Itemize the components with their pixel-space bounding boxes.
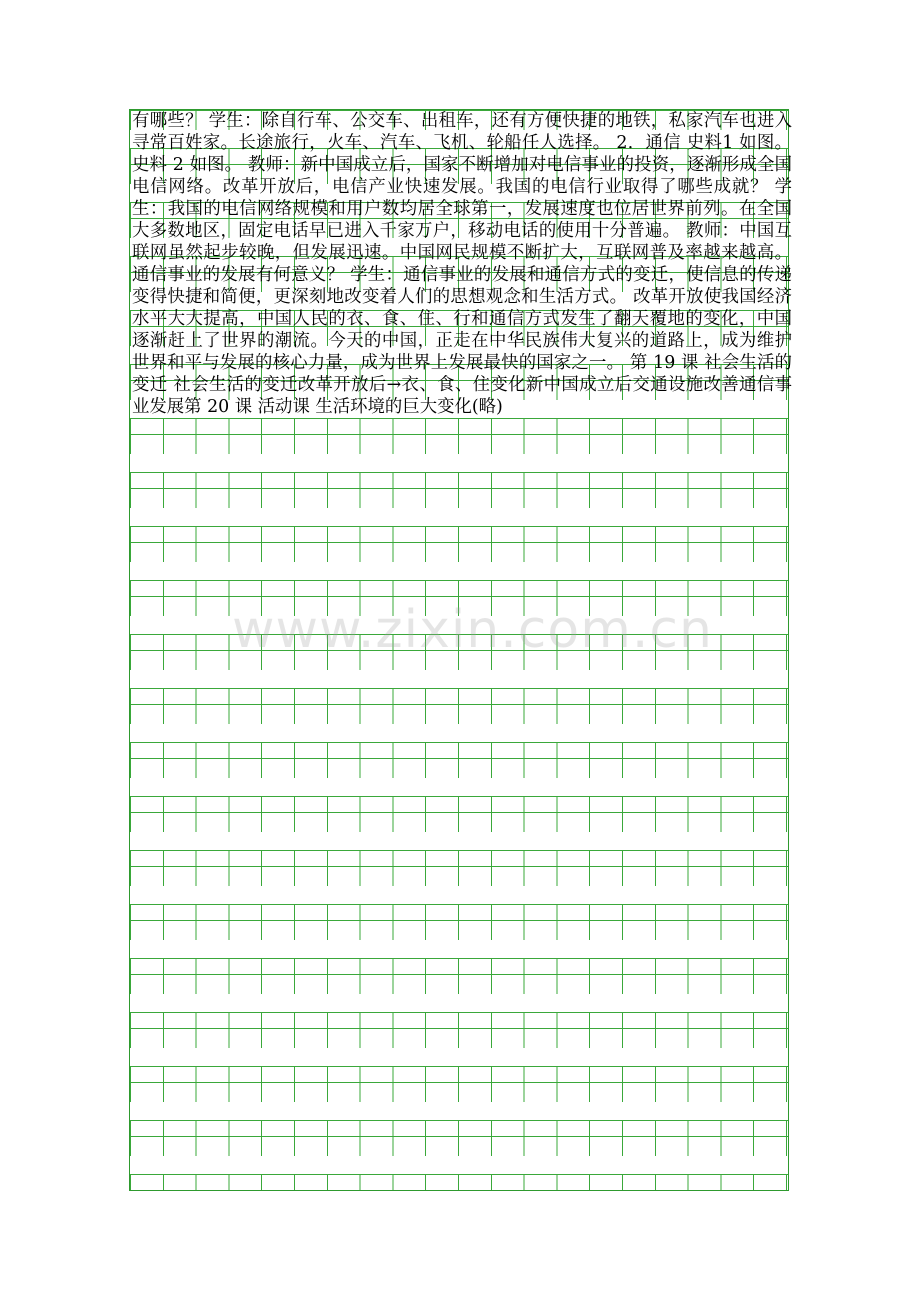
- watermark: www.zixin.com.cn: [232, 600, 713, 660]
- body-text: 有哪些？ 学生：除自行车、公交车、出租车，还有方便快捷的地铁，私家汽车也进入寻常百姓家。长途旅行，火车、汽车、飞机、轮船任人选择。 2．通信 史料1 如图。 史料 2 如图。 教师：新中国成立后，国家不断增加对电信事业的投资，逐渐形成全国电信网络。改革开放后，电信产业快速发展。我国的电信行业取得了哪些成就？ 学生：我国的电信网络规模和用户数均居全球第一，发展速度也位居世界前列。在全国大多数地区，固定电话早已进入千家万户，移动电话的使用十分普遍。 教师：中国互联网虽然起步较晚，但发展迅速。中国网民规模不断扩大，互联网普及率越来越高。通信事业的发展有何意义？ 学生：通信事业的发展和通信方式的变迁，使信息的传递变得快捷和简便，更深刻地改变着人们的思想观念和生活方式。 改革开放使我国经济水平大大提高，中国人民的衣、食、住、行和通信方式发生了翻天覆地的变化，中国逐渐赶上了世界的潮流。今天的中国，正走在中华民族伟大复兴的道路上，成为维护世界和平与发展的核心力量，成为世界上发展最快的国家之一。 第 19 课 社会生活的变迁 社会生活的变迁改革开放后→衣、食、住变化新中国成立后交通设施改善通信事业发展第 20 课 活动课 生活环境的巨大变化(略): [132, 111, 792, 417]
